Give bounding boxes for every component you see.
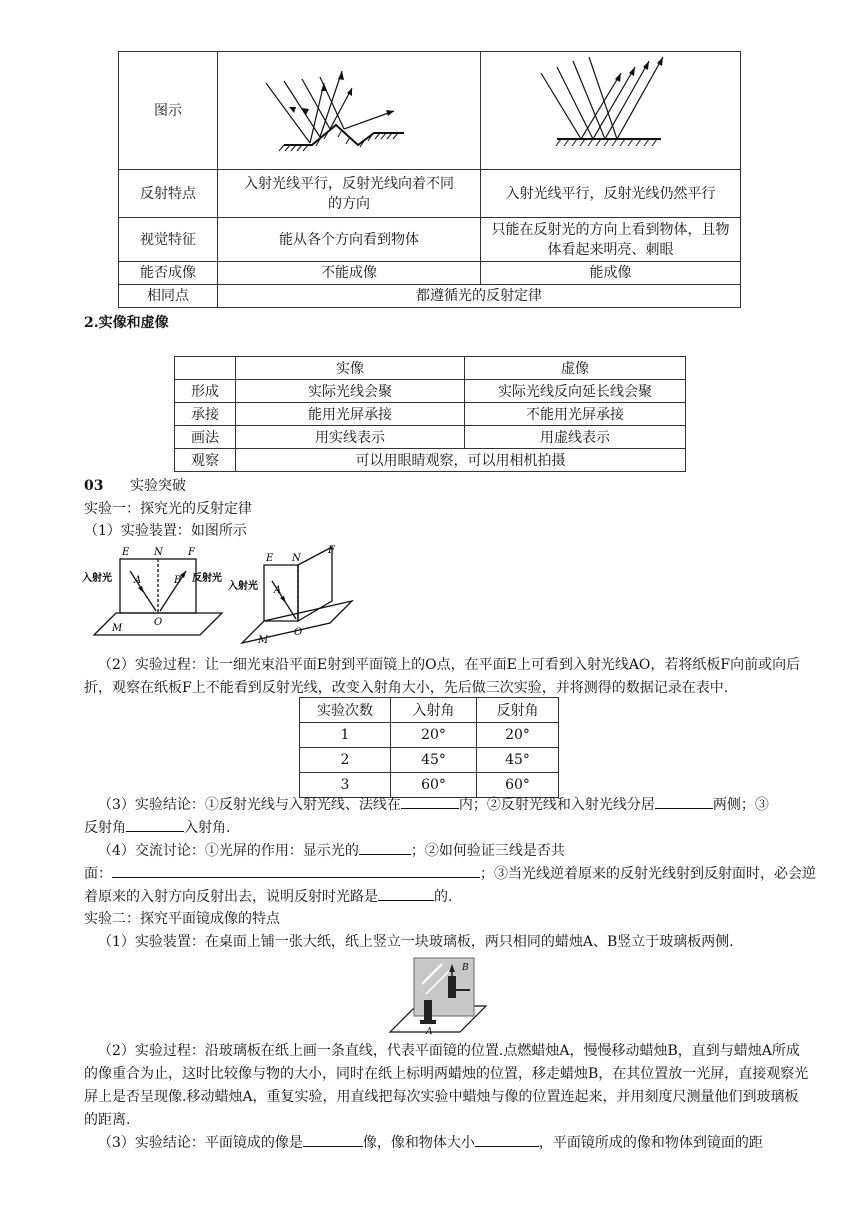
answer-blank[interactable] (359, 840, 411, 855)
row-label: 形成 (175, 380, 236, 403)
label-E: E (266, 553, 274, 564)
section-heading: 2.实像和虚像 (84, 315, 169, 331)
answer-blank[interactable] (655, 794, 713, 809)
text: 面： (84, 866, 112, 882)
label-A: A (134, 575, 142, 586)
cell: 60° (391, 773, 477, 798)
cell: 用实线表示 (236, 426, 465, 449)
cell: 3 (300, 773, 391, 798)
row-label: 观察 (175, 449, 236, 472)
common-cell: 都遵循光的反射定律 (218, 285, 741, 308)
exp1-process: （2）实验过程：让一细光束沿平面E射到平面镜上的O点，在平面E上可看到入射光线AO，若将纸板F向前或向后折，观察在纸板F上不能看到反射光线，改变入射角大小，先后做三次实验，并将测得的数据记录在表中. (84, 657, 801, 696)
answer-blank[interactable] (126, 817, 184, 832)
exp1-discussion-cont (84, 886, 452, 907)
label-O: O (294, 627, 303, 638)
diffuse-reflection-figure (254, 53, 444, 163)
cell: 1 (300, 723, 391, 748)
cell: 20° (477, 723, 559, 748)
specular-cell: 能成像 (481, 262, 741, 285)
header-cell: 入射角 (391, 698, 477, 723)
exp2-process: （2）实验过程：沿玻璃板在纸上画一条直线，代表平面镜的位置.点燃蜡烛A，慢慢移动蜡烛B，直到与蜡烛A所成的像重合为止，这时比较像与物的大小，同时在纸上标明两蜡烛的位置，移走蜡烛B，在其位置放一光屏，直接观察光屏上是否呈现像.移动蜡烛A，重复实验，用直线把每次实验中蜡烛与像的位置连起来，并用刻度尺测量他们到玻璃板的距离. (84, 1043, 809, 1128)
text: （3）实验结论：平面镜成的像是 (98, 1135, 303, 1151)
label-E: E (122, 547, 130, 558)
label-N: N (154, 547, 163, 558)
label-M: M (258, 635, 269, 646)
label-O: O (154, 617, 163, 628)
header-cell (175, 357, 236, 380)
specular-reflection-diagram (481, 52, 741, 170)
exp1-title: 实验一：探究光的反射定律 (84, 501, 252, 517)
cell: 45° (477, 748, 559, 773)
cell: 可以用眼睛观察，可以用相机拍摄 (236, 449, 686, 472)
row-label: 承接 (175, 403, 236, 426)
label-reflected: 反射光 (192, 573, 222, 584)
diffuse-cell: 不能成像 (218, 262, 481, 285)
row-label: 视觉特征 (119, 218, 218, 262)
label-incident: 入射光 (82, 573, 112, 584)
cell: 实际光线反向延长线会聚 (465, 380, 686, 403)
exp1-discussion (98, 840, 565, 861)
row-label: 能否成像 (119, 262, 218, 285)
specular-cell: 只能在反射光的方向上看到物体，且物体看起来明亮、刺眼 (481, 218, 741, 262)
answer-blank[interactable] (303, 1132, 363, 1147)
cell: 用虚线表示 (465, 426, 686, 449)
cell: 45° (391, 748, 477, 773)
label-B: B (462, 963, 469, 973)
text: 入射角. (184, 820, 231, 836)
text: ，平面镜所成的像和物体到镜面的距 (538, 1135, 763, 1151)
section-title: 实验突破 (130, 478, 186, 494)
exp1-conclusion-cont (84, 817, 230, 838)
text: （3）实验结论：①反射光线与入射光线、法线在 (98, 797, 401, 813)
text: ；②如何验证三线是否共 (410, 843, 565, 859)
text: 两侧；③ (712, 797, 769, 813)
header-cell: 实像 (236, 357, 465, 380)
label-A: A (426, 1027, 433, 1036)
cell: 能用光屏承接 (236, 403, 465, 426)
row-label: 反射特点 (119, 170, 218, 218)
label-A: A (274, 585, 282, 596)
specular-reflection-figure (531, 53, 691, 163)
row-label: 相同点 (119, 285, 218, 308)
exp1-setup: （1）实验装置：如图所示 (84, 523, 247, 539)
exp1-conclusion (98, 794, 769, 815)
text: 反射角 (84, 820, 126, 836)
cell: 实际光线会聚 (236, 380, 465, 403)
text: 内；②反射光线和入射光线分居 (458, 797, 655, 813)
answer-blank[interactable] (378, 886, 434, 901)
diffuse-cell: 能从各个方向看到物体 (218, 218, 481, 262)
exp1-discussion-cont (84, 863, 816, 884)
row-label: 画法 (175, 426, 236, 449)
answer-blank[interactable] (112, 863, 480, 878)
plane-mirror-figure (386, 954, 488, 1036)
label-F: F (188, 547, 195, 558)
text: 着原来的入射方向反射出去，说明反射时光路是 (84, 889, 378, 905)
specular-cell: 入射光线平行，反射光线仍然平行 (481, 170, 741, 218)
label-incident: 入射光 (228, 581, 258, 592)
text: ；③当光线逆着原来的反射光线射到反射面时，必会逆 (480, 866, 816, 882)
cell: 60° (477, 773, 559, 798)
header-cell: 反射角 (477, 698, 559, 723)
exp2-conclusion (98, 1132, 763, 1153)
cell: 20° (391, 723, 477, 748)
image-comparison-table (174, 356, 686, 472)
label-B: B (174, 575, 182, 586)
text: 的. (434, 889, 453, 905)
reflection-apparatus-figure (82, 543, 372, 653)
reflection-comparison-table (118, 51, 741, 308)
label-M: M (112, 623, 123, 634)
header-cell: 虚像 (465, 357, 686, 380)
exp2-title: 实验二：探究平面镜成像的特点 (84, 911, 280, 927)
diffuse-cell: 入射光线平行，反射光线向着不同的方向 (218, 170, 481, 218)
answer-blank[interactable] (401, 794, 459, 809)
answer-blank[interactable] (475, 1132, 539, 1147)
label-F: F (328, 545, 335, 556)
section-number: 03 (84, 478, 104, 494)
diffuse-reflection-diagram (218, 52, 481, 170)
exp2-setup: （1）实验装置：在桌面上铺一张大纸，纸上竖立一块玻璃板，两只相同的蜡烛A、B竖立于玻璃板两侧. (98, 934, 734, 950)
label-N: N (292, 553, 301, 564)
text: 像，像和物体大小 (362, 1135, 475, 1151)
angle-data-table (299, 697, 559, 798)
text: （4）交流讨论：①光屏的作用：显示光的 (98, 843, 359, 859)
row-label-diagram: 图示 (119, 52, 218, 170)
cell: 不能用光屏承接 (465, 403, 686, 426)
header-cell: 实验次数 (300, 698, 391, 723)
cell: 2 (300, 748, 391, 773)
